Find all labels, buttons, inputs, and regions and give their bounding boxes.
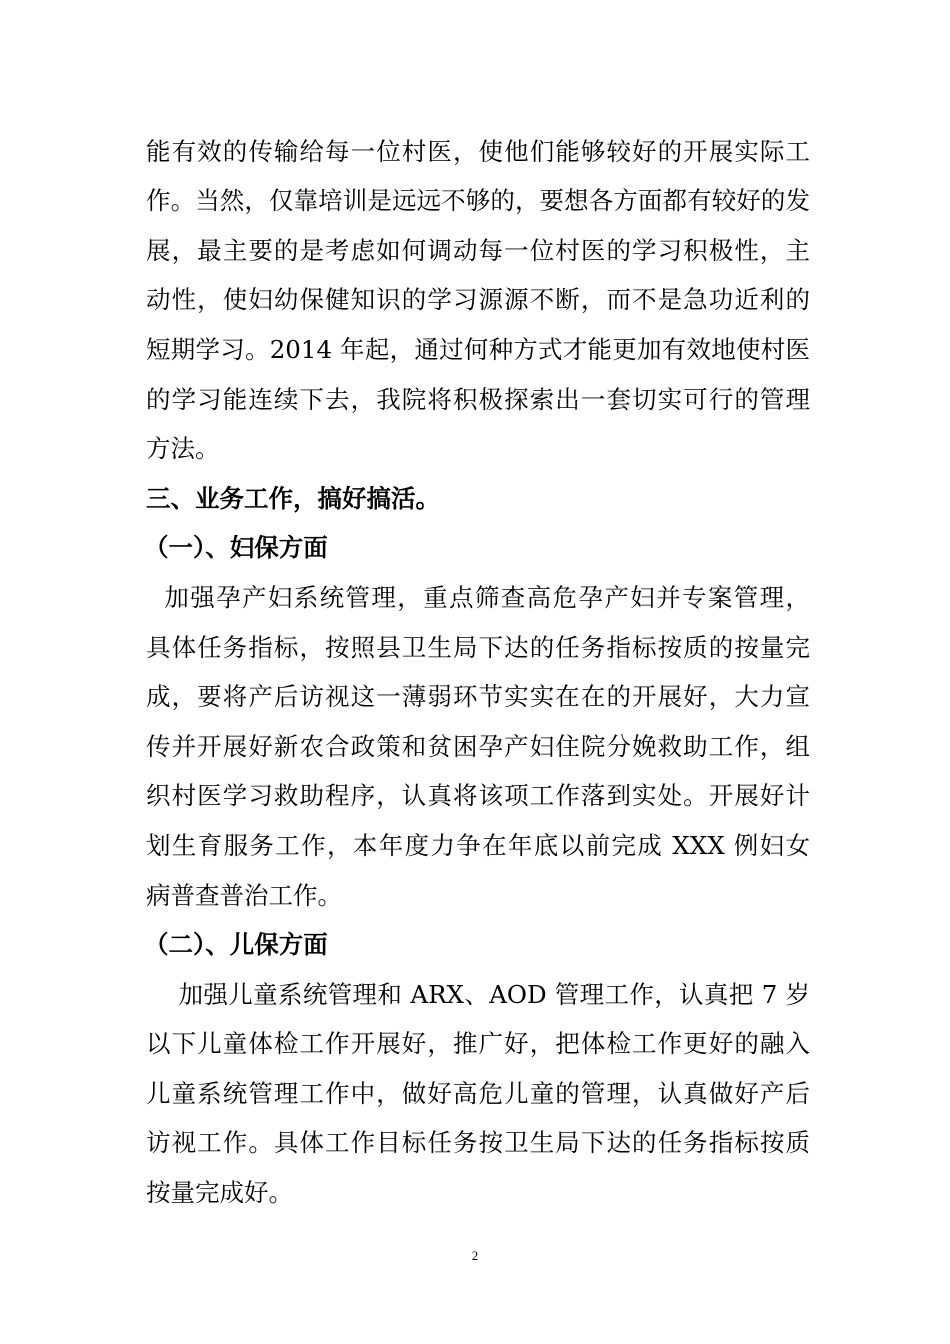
page-number: 2 (471, 1248, 479, 1263)
paragraph-line: 划生育服务工作，本年度力争在年底以前完成 XXX 例妇女 (146, 831, 810, 860)
paragraph-line: 能有效的传输给每一位村医，使他们能够较好的开展实际工 (146, 137, 810, 166)
paragraph-line: 访视工作。具体工作目标任务按卫生局下达的任务指标按质 (146, 1128, 810, 1157)
paragraph-line: 动性，使妇幼保健知识的学习源源不断，而不是急功近利的 (146, 285, 810, 314)
paragraph-line: 传并开展好新农合政策和贫困孕产妇住院分娩救助工作，组 (146, 732, 810, 761)
section-heading: 三、业务工作，搞好搞活。 (146, 484, 440, 513)
paragraph-line: 加强孕产妇系统管理，重点筛查高危孕产妇并专案管理， (146, 583, 810, 612)
subsection-heading: （二）、儿保方面 (144, 930, 328, 959)
paragraph-line: 以下儿童体检工作开展好，推广好，把体检工作更好的融入 (146, 1029, 810, 1058)
paragraph-line: 按量完成好。 (146, 1178, 293, 1207)
paragraph-line: 成，要将产后访视这一薄弱环节实实在在的开展好，大力宣 (146, 682, 810, 711)
paragraph-line: 具体任务指标，按照县卫生局下达的任务指标按质的按量完 (146, 633, 810, 662)
paragraph-line: 加强儿童系统管理和 ARX、AOD 管理工作，认真把 7 岁 (146, 980, 810, 1009)
paragraph-line: 病普查普治工作。 (146, 881, 342, 910)
subsection-heading: （一）、妇保方面 (144, 533, 328, 562)
paragraph-line: 短期学习。2014 年起，通过何种方式才能更加有效地使村医 (146, 335, 810, 364)
paragraph-line: 作。当然，仅靠培训是远远不够的，要想各方面都有较好的发 (146, 186, 810, 215)
paragraph-line: 的学习能连续下去，我院将积极探索出一套切实可行的管理 (146, 385, 810, 414)
paragraph-line: 展，最主要的是考虑如何调动每一位村医的学习积极性，主 (146, 236, 810, 265)
paragraph-line: 方法。 (146, 434, 220, 463)
paragraph-line: 织村医学习救助程序，认真将该项工作落到实处。开展好计 (146, 781, 810, 810)
paragraph-line: 儿童系统管理工作中，做好高危儿童的管理，认真做好产后 (146, 1079, 810, 1108)
